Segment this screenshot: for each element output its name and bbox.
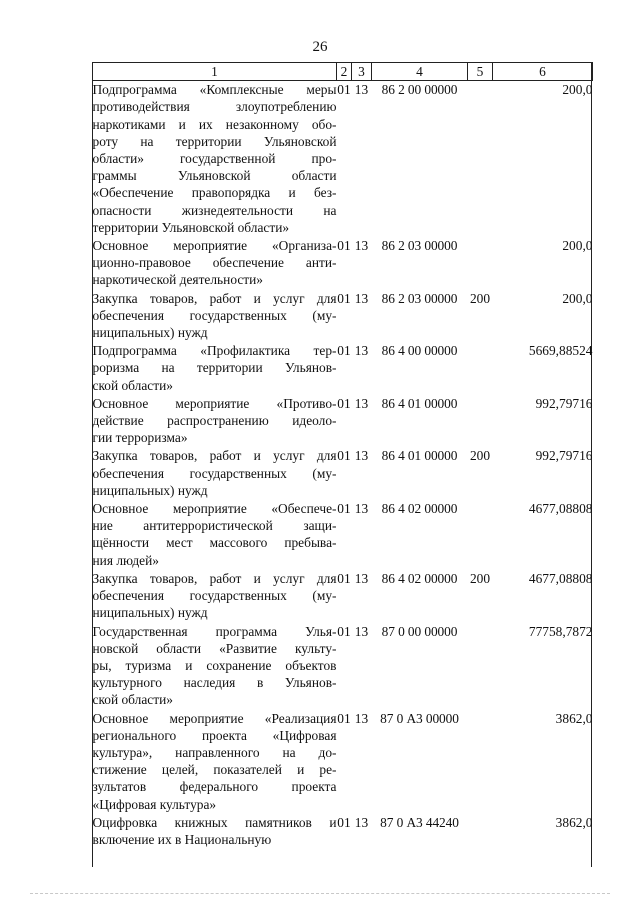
row-name-line: Основное мероприятие «Реализация [92, 710, 337, 726]
row-name-line: Основное мероприятие «Организа- [92, 238, 337, 254]
table-row [93, 81, 593, 237]
row-name-line: ниципальных) нужд [92, 325, 208, 341]
col-3-cell: 13 [354, 395, 369, 411]
col-3-cell: 13 [354, 501, 369, 517]
table-row [93, 447, 593, 500]
row-name-line: «Обеспечение правопорядка и без- [92, 185, 337, 201]
header-col-4: 4 [372, 63, 468, 81]
col-6-cell: 5669,88524 [528, 343, 593, 359]
col-5-cell [468, 342, 493, 395]
col-2-cell: 01 [337, 814, 351, 830]
row-name-line: действие распространению идеоло- [92, 413, 337, 429]
col-5-cell: 200 [469, 448, 491, 464]
col-4-cell: 87 0 А3 44240 [380, 814, 459, 830]
col-5-cell [468, 81, 493, 237]
row-name-line: Закупка товаров, работ и услуг для [92, 570, 337, 586]
col-3-cell: 13 [354, 814, 369, 830]
row-name-line: ние антитеррористической защи- [92, 518, 337, 534]
col-4-cell: 86 2 03 00000 [381, 238, 458, 254]
row-name-line: наркотиками и их незаконному обо- [92, 116, 337, 132]
col-6-cell: 992,79716 [535, 395, 593, 411]
row-name-line: противодействия злоупотреблению [92, 99, 337, 115]
page-number: 26 [312, 39, 328, 55]
header-col-6: 6 [493, 63, 593, 81]
row-name-line: ры, туризма и сохранение объектов [92, 657, 337, 673]
header-row [93, 63, 593, 81]
row-name-line: роту на территории Ульяновской [92, 133, 337, 149]
row-name-line: культурного наследия в Ульянов- [92, 675, 337, 691]
col-3-cell: 13 [354, 238, 369, 254]
col-4-cell: 86 4 02 00000 [381, 501, 458, 517]
col-5-cell [468, 710, 493, 814]
row-name-line: ской области» [92, 692, 173, 708]
row-name-cell [93, 447, 337, 500]
col-6-cell: 77758,7872 [528, 623, 593, 639]
table-row [93, 570, 593, 623]
col-5-cell: 200 [469, 570, 491, 586]
table-row [93, 342, 593, 395]
col-6-cell: 3862,0 [555, 710, 593, 726]
table-row [93, 623, 593, 710]
row-name-line: Подпрограмма «Комплексные меры [92, 82, 337, 98]
col-5-cell [468, 395, 493, 448]
row-name-cell [93, 623, 337, 710]
col-4-cell: 86 4 02 00000 [381, 570, 458, 586]
row-name-line: граммы Ульяновской области [92, 168, 337, 184]
row-name-line: территории Ульяновской области» [92, 219, 290, 235]
row-name-cell [93, 395, 337, 448]
row-name-line: ционно-правовое обеспечение анти- [92, 255, 337, 271]
row-name-line: стижение целей, показателей и ре- [92, 762, 337, 778]
col-3-cell: 13 [354, 710, 369, 726]
row-name-line: Государственная программа Улья- [92, 623, 337, 639]
col-5-cell [468, 237, 493, 290]
col-2-cell: 01 [337, 343, 351, 359]
row-name-line: опасности жизнедеятельности на [92, 202, 337, 218]
col-2-cell: 01 [337, 623, 351, 639]
row-name-line: наркотической деятельности» [92, 272, 264, 288]
row-name-line: обеспечения государственных (му- [92, 588, 337, 604]
row-name-line: ниципальных) нужд [92, 605, 208, 621]
table-header [93, 63, 593, 81]
row-name-line: Закупка товаров, работ и услуг для [92, 448, 337, 464]
col-4-cell: 87 0 А3 00000 [380, 710, 459, 726]
row-name-line: Подпрограмма «Профилактика тер- [92, 343, 337, 359]
col-4-cell: 86 4 01 00000 [381, 448, 458, 464]
row-name-cell [93, 342, 337, 395]
row-name-line: ния людей» [92, 552, 159, 568]
row-name-line: Закупка товаров, работ и услуг для [92, 290, 337, 306]
col-6-cell: 200,0 [562, 290, 593, 306]
row-name-cell [93, 81, 337, 237]
row-name-line: «Цифровая культура» [92, 796, 217, 812]
col-2-cell: 01 [337, 570, 351, 586]
header-col-1: 1 [93, 63, 337, 81]
row-name-line: роризма на территории Ульянов- [92, 360, 337, 376]
col-5-cell [468, 500, 493, 570]
row-name-line: регионального проекта «Цифровая [92, 727, 337, 743]
col-2-cell: 01 [337, 448, 351, 464]
col-2-cell: 01 [337, 290, 351, 306]
col-2-cell: 01 [337, 238, 351, 254]
scan-artifact-line [30, 893, 610, 894]
header-col-2: 2 [337, 63, 352, 81]
table-row [93, 237, 593, 290]
col-6-cell: 3862,0 [555, 814, 593, 830]
row-name-line: новской области «Развитие культу- [92, 640, 337, 656]
col-3-cell: 13 [354, 82, 369, 98]
col-2-cell: 01 [337, 710, 351, 726]
header-col-5: 5 [468, 63, 493, 81]
col-6-cell: 4677,08808 [528, 570, 593, 586]
row-name-line: Основное мероприятие «Противо- [92, 395, 337, 411]
col-3-cell: 13 [354, 290, 369, 306]
row-name-cell [93, 290, 337, 343]
col-6-cell: 200,0 [562, 238, 593, 254]
col-5-cell [468, 814, 493, 849]
row-name-cell [93, 570, 337, 623]
row-name-line: Оцифровка книжных памятников и [92, 814, 337, 830]
row-name-line: области» государственной про- [92, 151, 337, 167]
col-3-cell: 13 [354, 570, 369, 586]
table-row [93, 290, 593, 343]
col-4-cell: 87 0 00 00000 [381, 623, 458, 639]
row-name-line: щённости мест массового пребыва- [92, 535, 337, 551]
col-6-cell: 4677,08808 [528, 501, 593, 517]
col-3-cell: 13 [354, 623, 369, 639]
table-row [93, 814, 593, 849]
row-name-line: ской области» [92, 377, 173, 393]
row-name-line: обеспечения государственных (му- [92, 465, 337, 481]
col-6-cell: 992,79716 [535, 448, 593, 464]
row-name-line: включение их в Национальную [92, 831, 272, 847]
row-name-cell [93, 237, 337, 290]
col-3-cell: 13 [354, 343, 369, 359]
col-2-cell: 01 [337, 501, 351, 517]
col-5-cell [468, 623, 493, 710]
header-col-3: 3 [352, 63, 372, 81]
table-row [93, 395, 593, 448]
table-body [93, 81, 593, 849]
row-name-line: Основное мероприятие «Обеспече- [92, 501, 337, 517]
col-5-cell: 200 [469, 290, 491, 306]
row-name-line: культура», направленного на до- [92, 744, 337, 760]
row-name-cell [93, 710, 337, 814]
col-4-cell: 86 4 01 00000 [381, 395, 458, 411]
row-name-line: гии терроризма» [92, 430, 188, 446]
col-2-cell: 01 [337, 82, 351, 98]
col-3-cell: 13 [354, 448, 369, 464]
table-row [93, 500, 593, 570]
col-4-cell: 86 2 00 00000 [381, 82, 458, 98]
row-name-line: зультатов федерального проекта [92, 779, 337, 795]
row-name-line: обеспечения государственных (му- [92, 307, 337, 323]
table-row [93, 710, 593, 814]
row-name-line: ниципальных) нужд [92, 482, 208, 498]
col-6-cell: 200,0 [562, 82, 593, 98]
col-2-cell: 01 [337, 395, 351, 411]
col-4-cell: 86 2 03 00000 [381, 290, 458, 306]
row-name-cell [93, 814, 337, 849]
row-name-cell [93, 500, 337, 570]
col-4-cell: 86 4 00 00000 [381, 343, 458, 359]
budget-table [92, 62, 593, 849]
